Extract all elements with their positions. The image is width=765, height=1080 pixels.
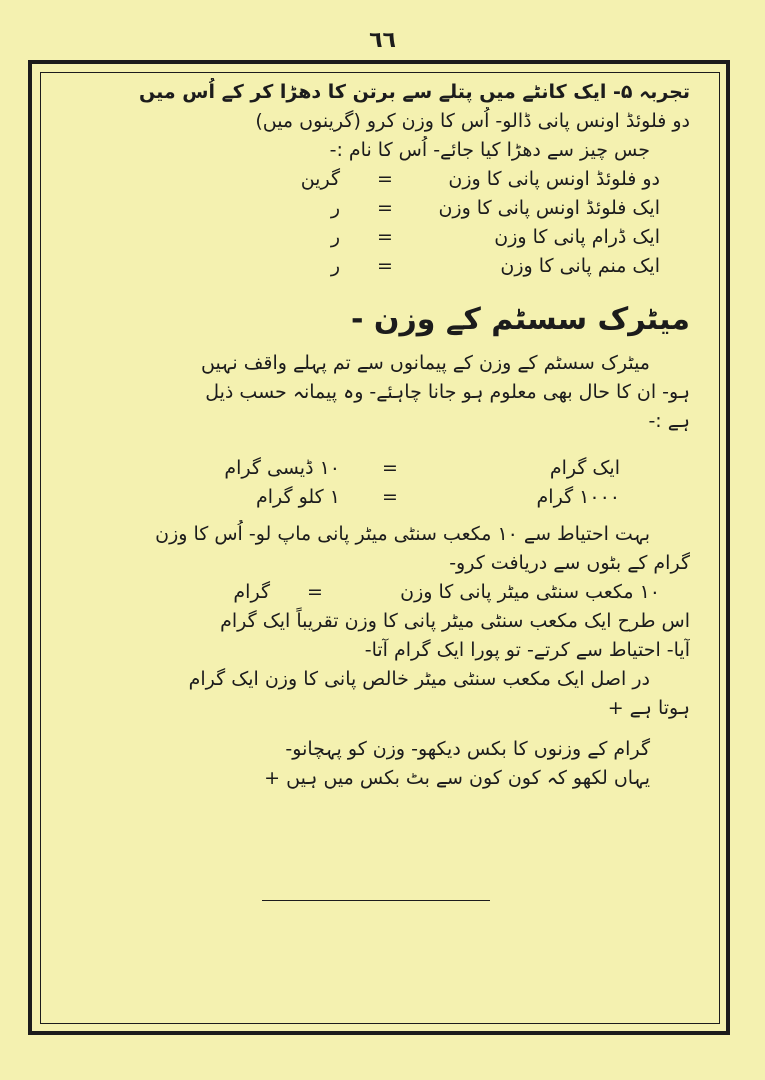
body-line-3: اس طرح ایک مکعب سنٹی میٹر پانی کا وزن تقریباً ایک گرام	[220, 610, 690, 632]
row-label: ایک فلوئڈ اونس پانی کا وزن	[438, 197, 660, 219]
table-row	[70, 194, 660, 223]
body-line-1: بہت احتیاط سے ۱۰ مکعب سنٹی میٹر پانی ماپ لو- اُس کا وزن	[155, 523, 650, 545]
row-value: ر	[330, 255, 340, 277]
metric-conversion-table	[70, 454, 690, 512]
metric-para-line-3: ہے :-	[648, 410, 690, 432]
body-line-8: یہاں لکھو کہ کون کون سے بٹ بکس میں ہیں +	[264, 767, 650, 789]
equals-sign: =	[377, 197, 393, 219]
body-line-7: گرام کے وزنوں کا بکس دیکھو- وزن کو پہچانو-	[285, 738, 650, 760]
row-label: ایک ڈرام پانی کا وزن	[494, 226, 660, 248]
equals-sign: =	[377, 226, 393, 248]
row-label: ایک گرام	[549, 457, 620, 479]
table-row	[70, 223, 660, 252]
row-value: ۱۰ ڈیسی گرام	[224, 457, 340, 479]
row-label: دو فلوئڈ اونس پانی کا وزن	[448, 168, 660, 190]
page-content	[70, 78, 690, 793]
equals-sign: =	[382, 486, 398, 508]
table-row	[70, 483, 620, 512]
experiment-title-line: تجربہ ۵- ایک کانٹے میں پتلے سے برتن کا دھڑا کر کے اُس میں	[139, 81, 690, 103]
section-heading-metric: میٹرک سسٹم کے وزن -	[350, 302, 690, 337]
table-row	[70, 578, 660, 607]
body-line-4: آیا- احتیاط سے کرتے- تو پورا ایک گرام آتا-	[364, 639, 690, 661]
row-value: ر	[330, 226, 340, 248]
row-label: ایک منم پانی کا وزن	[500, 255, 660, 277]
row-value: گرین	[300, 168, 340, 190]
body-line-2: گرام کے بٹوں سے دریافت کرو-	[449, 552, 690, 574]
metric-para-line-1: میٹرک سسٹم کے وزن کے پیمانوں سے تم پہلے واقف نہیں	[201, 352, 650, 374]
page-number: ٦٦	[369, 28, 396, 53]
row-value: گرام	[233, 581, 270, 603]
equals-sign: =	[382, 457, 398, 479]
equals-sign: =	[377, 255, 393, 277]
cc-weight-row	[70, 578, 690, 607]
body-line-6: ہوتا ہے +	[607, 697, 690, 719]
body-line-5: در اصل ایک مکعب سنٹی میٹر خالص پانی کا وزن ایک گرام	[188, 668, 650, 690]
experiment-line-3: جس چیز سے دھڑا کیا جائے- اُس کا نام :-	[329, 139, 650, 161]
experiment-line-2: دو فلوئڈ اونس پانی ڈالو- اُس کا وزن کرو (گرینوں میں)	[255, 110, 690, 132]
table-row	[70, 252, 660, 281]
row-label: ۱۰ مکعب سنٹی میٹر پانی کا وزن	[400, 581, 660, 603]
table-row	[70, 165, 660, 194]
metric-para-line-2: ہو- ان کا حال بھی معلوم ہو جانا چاہئے- وہ پیمانہ حسب ذیل	[205, 381, 690, 403]
experiment-weight-table	[70, 165, 690, 281]
bottom-rule	[262, 900, 490, 901]
row-value: ر	[330, 197, 340, 219]
table-row	[70, 454, 620, 483]
equals-sign: =	[377, 168, 393, 190]
row-value: ۱ کلو گرام	[255, 486, 340, 508]
row-label: ۱۰۰۰ گرام	[536, 486, 620, 508]
equals-sign: =	[307, 581, 323, 603]
